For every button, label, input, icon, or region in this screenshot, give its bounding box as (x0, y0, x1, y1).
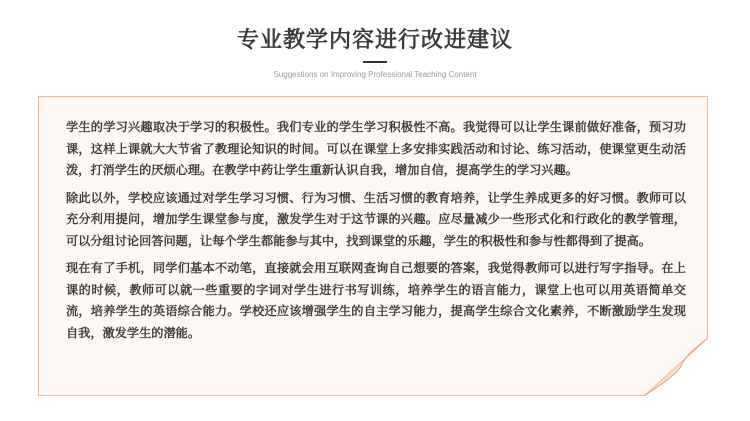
paragraph-writing-guidance: 现在有了手机，同学们基本不动笔，直接就会用互联网查询自己想要的答案，我觉得教师可以进行写字指导。在上课的时候，教师可以就一些重要的字词对学生进行书写训练，培养学生的语言能力，课堂上也可以用英语简单交流，培养学生的英语综合能力。学校还应该增强学生的自主学习能力，提高学生综合文化素养，不断激励学生发现自我，激发学生的潜能。 (66, 261, 686, 340)
paragraph-habits: 除此以外，学校应该通过对学生学习习惯、行为习惯、生活习惯的教育培养，让学生养成更多的好习惯。教师可以充分利用提问，增加学生课堂参与度，激发学生对于这节课的兴趣。应尽量减少一些形式化和行政化的教学管理，可以分组讨论回答问题，让每个学生都能参与其中，找到课堂的乐趣，学生的积极性和参与性都得到了提高。 (66, 190, 686, 248)
page-title: 专业教学内容进行改进建议 (236, 28, 513, 53)
card-text (66, 117, 686, 350)
content-card (38, 96, 708, 396)
page-curl-corner-icon (644, 338, 708, 396)
page-subtitle: Suggestions on Improving Professional Teaching Content (273, 70, 477, 79)
paragraph-learning-interest: 学生的学习兴趣取决于学习的积极性。我们专业的学生学习积极性不高。我觉得可以让学生课前做好准备，预习功课，这样上课就大大节省了教理论知识的时间。可以在课堂上多安排实践活动和讨论、练习活动，使课堂更生动活泼，打消学生的厌烦心理。在教学中药让学生重新认识自我，增加自信，提高学生的学习兴趣。 (66, 120, 686, 177)
title-underline-divider (363, 61, 387, 63)
